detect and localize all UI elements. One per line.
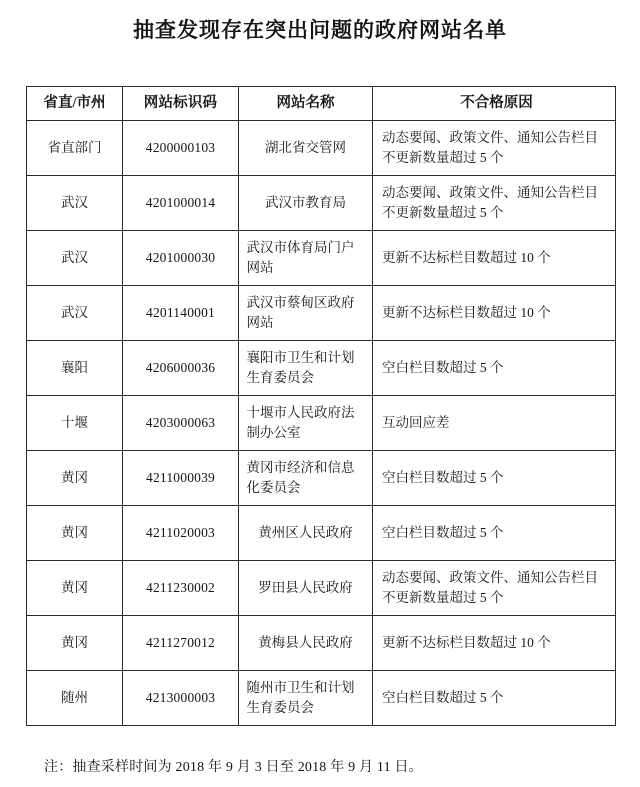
cell-reason-text: 更新不达标栏目数超过 10 个 xyxy=(382,635,551,651)
table-row xyxy=(27,451,616,506)
cell-site-name-text: 随州市卫生和计划生育委员会 xyxy=(246,680,355,715)
cell-site-code: 4201000030 xyxy=(123,231,239,286)
table-row xyxy=(27,176,616,231)
column-header-region: 省直/市州 xyxy=(27,87,123,121)
column-header-site-name: 网站名称 xyxy=(239,87,373,121)
cell-reason xyxy=(373,121,616,176)
cell-region: 省直部门 xyxy=(27,121,123,176)
government-websites-table xyxy=(26,86,616,726)
cell-region: 黄冈 xyxy=(27,506,123,561)
cell-reason-text: 动态要闻、政策文件、通知公告栏目不更新数量超过 5 个 xyxy=(382,570,598,605)
cell-site-code: 4211020003 xyxy=(123,506,239,561)
cell-reason xyxy=(373,396,616,451)
cell-region: 黄冈 xyxy=(27,451,123,506)
table-row xyxy=(27,506,616,561)
cell-site-code: 4206000036 xyxy=(123,341,239,396)
cell-site-name-text: 罗田县人民政府 xyxy=(258,580,353,596)
cell-reason-text: 空白栏目数超过 5 个 xyxy=(382,470,504,486)
table-row xyxy=(27,396,616,451)
cell-site-name xyxy=(239,671,373,726)
cell-site-code: 4211270012 xyxy=(123,616,239,671)
column-header-reason: 不合格原因 xyxy=(373,87,616,121)
cell-reason-text: 更新不达标栏目数超过 10 个 xyxy=(382,305,551,321)
cell-site-name xyxy=(239,616,373,671)
cell-region: 随州 xyxy=(27,671,123,726)
table-body xyxy=(27,121,616,726)
cell-site-name-text: 武汉市教育局 xyxy=(265,195,346,211)
cell-region: 黄冈 xyxy=(27,616,123,671)
cell-region: 武汉 xyxy=(27,286,123,341)
table-row xyxy=(27,561,616,616)
cell-site-name xyxy=(239,121,373,176)
cell-reason xyxy=(373,616,616,671)
cell-reason-text: 动态要闻、政策文件、通知公告栏目不更新数量超过 5 个 xyxy=(382,130,598,165)
column-header-site-code: 网站标识码 xyxy=(123,87,239,121)
cell-reason-text: 互动回应差 xyxy=(382,415,450,431)
table-row xyxy=(27,616,616,671)
table-row xyxy=(27,671,616,726)
cell-site-name xyxy=(239,286,373,341)
cell-reason-text: 更新不达标栏目数超过 10 个 xyxy=(382,250,551,266)
cell-region: 襄阳 xyxy=(27,341,123,396)
cell-site-name xyxy=(239,231,373,286)
table-row xyxy=(27,121,616,176)
cell-site-name-text: 湖北省交管网 xyxy=(265,140,346,156)
cell-site-code: 4201000014 xyxy=(123,176,239,231)
cell-reason xyxy=(373,176,616,231)
cell-site-name-text: 黄冈市经济和信息化委员会 xyxy=(246,460,355,495)
cell-site-code: 4201140001 xyxy=(123,286,239,341)
cell-site-name xyxy=(239,176,373,231)
cell-site-name-text: 襄阳市卫生和计划生育委员会 xyxy=(246,350,355,385)
cell-reason xyxy=(373,506,616,561)
cell-reason xyxy=(373,671,616,726)
cell-site-code: 4200000103 xyxy=(123,121,239,176)
table-row xyxy=(27,341,616,396)
government-websites-table-container xyxy=(26,86,615,726)
cell-reason-text: 空白栏目数超过 5 个 xyxy=(382,690,504,706)
cell-site-name xyxy=(239,506,373,561)
cell-region: 十堰 xyxy=(27,396,123,451)
cell-reason xyxy=(373,286,616,341)
cell-reason xyxy=(373,451,616,506)
cell-site-code: 4203000063 xyxy=(123,396,239,451)
table-header-row xyxy=(27,87,616,121)
cell-site-name-text: 十堰市人民政府法制办公室 xyxy=(246,405,355,440)
cell-site-code: 4211230002 xyxy=(123,561,239,616)
cell-region: 武汉 xyxy=(27,231,123,286)
table-row xyxy=(27,286,616,341)
cell-site-name xyxy=(239,561,373,616)
cell-site-name-text: 黄梅县人民政府 xyxy=(258,635,353,651)
cell-site-code: 4211000039 xyxy=(123,451,239,506)
cell-reason xyxy=(373,561,616,616)
cell-reason xyxy=(373,341,616,396)
cell-reason-text: 空白栏目数超过 5 个 xyxy=(382,525,504,541)
cell-site-name xyxy=(239,396,373,451)
footnote: 注：抽查采样时间为 2018 年 9 月 3 日至 2018 年 9 月 11 日。 xyxy=(44,760,423,775)
cell-reason-text: 空白栏目数超过 5 个 xyxy=(382,360,504,376)
cell-site-name-text: 黄州区人民政府 xyxy=(258,525,353,541)
cell-reason-text: 动态要闻、政策文件、通知公告栏目不更新数量超过 5 个 xyxy=(382,185,598,220)
cell-site-name xyxy=(239,451,373,506)
page-title: 抽查发现存在突出问题的政府网站名单 xyxy=(133,18,507,42)
cell-site-code: 4213000003 xyxy=(123,671,239,726)
cell-site-name-text: 武汉市体育局门户网站 xyxy=(246,240,355,275)
cell-reason xyxy=(373,231,616,286)
cell-region: 黄冈 xyxy=(27,561,123,616)
table-row xyxy=(27,231,616,286)
table-header xyxy=(27,87,616,121)
cell-site-name xyxy=(239,341,373,396)
cell-site-name-text: 武汉市蔡甸区政府网站 xyxy=(246,295,355,330)
cell-region: 武汉 xyxy=(27,176,123,231)
